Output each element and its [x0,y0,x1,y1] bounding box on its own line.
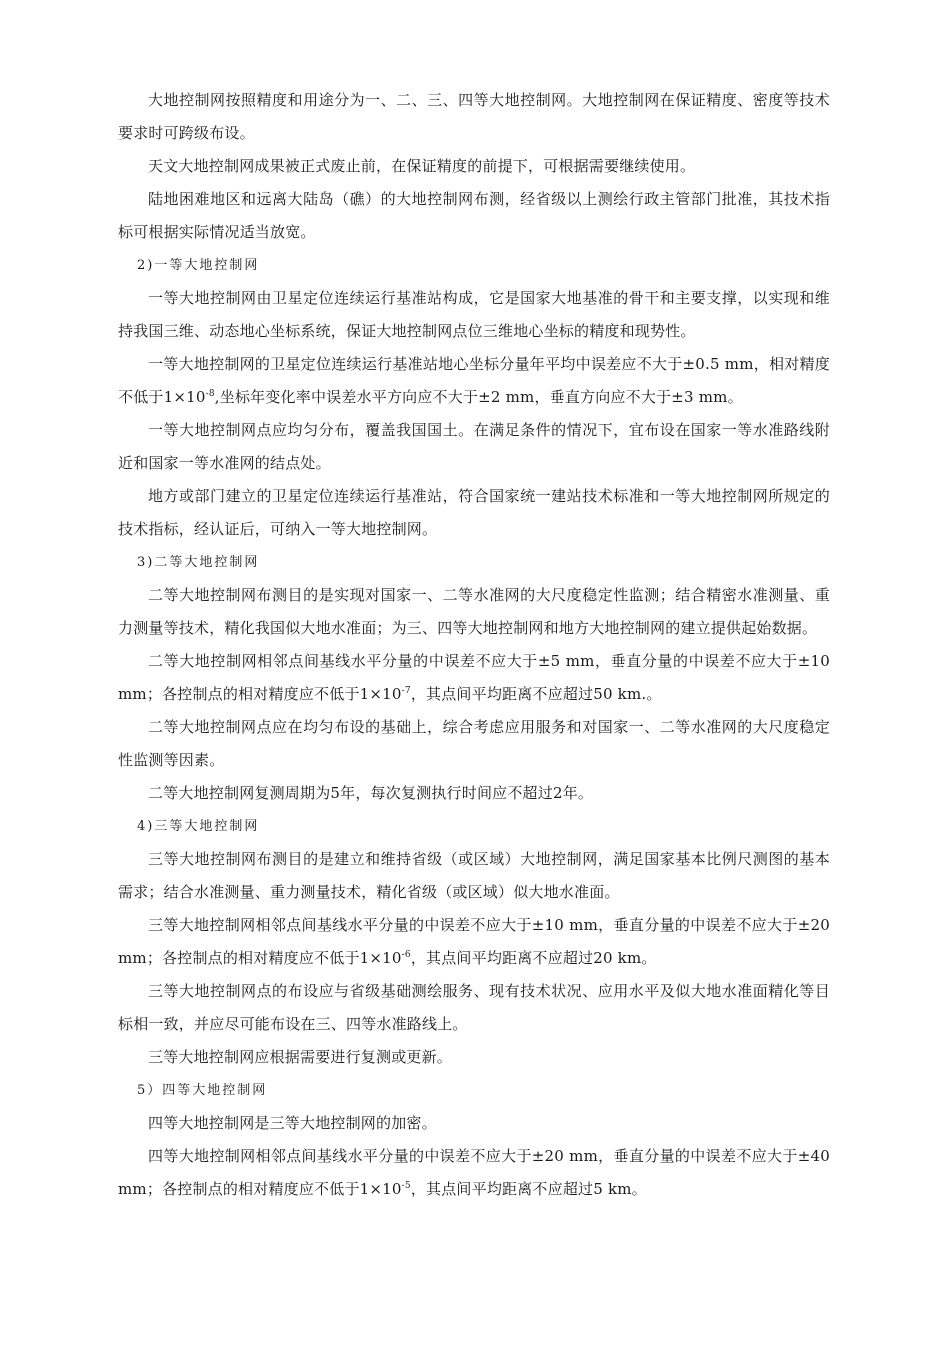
paragraph-third-order-update: 三等大地控制网应根据需要进行复测或更新。 [148,1048,453,1066]
heading-third-order: 4)三等大地控制网 [137,819,260,834]
superscript-exponent: -5 [401,1181,411,1191]
paragraph-second-order-layout: 二等大地控制网点应在均匀布设的基础上，综合考虑应用服务和对国家一、二等水准网的大尺度稳定性监测等因素。 [118,718,830,769]
text-segment: ，其点间平均距离不应超过5 km。 [410,1180,647,1198]
paragraph-second-order-purpose: 二等大地控制网布测目的是实现对国家一、二等水准网的大尺度稳定性监测；结合精密水准测量、重力测量等技术，精化我国似大地水准面；为三、四等大地控制网和地方大地控制网的建立提供起始数据。 [118,586,830,637]
paragraph-control-network-grades: 大地控制网按照精度和用途分为一、二、三、四等大地控制网。大地控制网在保证精度、密度等技术要求时可跨级布设。 [118,91,830,142]
text-segment: 二等大地控制网相邻点间基线水平分量的中误差不应大于±5 mm，垂直分量的中误差不应大于±10 mm；各控制点的相对精度应不低于1×10 [118,652,830,703]
heading-fourth-order: 5）四等大地控制网 [137,1083,268,1098]
text-segment: ，其点间平均距离不应超过20 km。 [410,949,657,967]
paragraph-first-order-distribution: 一等大地控制网点应均匀分布，覆盖我国国土。在满足条件的情况下，宜布设在国家一等水准路线附近和国家一等水准网的结点处。 [118,421,830,472]
paragraph-first-order-composition: 一等大地控制网由卫星定位连续运行基准站构成，它是国家大地基准的骨干和主要支撑，以实现和维持我国三维、动态地心坐标系统，保证大地控制网点位三维地心坐标的精度和现势性。 [118,289,830,340]
heading-first-order: 2)一等大地控制网 [137,258,260,273]
heading-second-order: 3)二等大地控制网 [137,555,260,570]
text-segment: ，其点间平均距离不应超过50 km.。 [410,685,662,703]
paragraph-first-order-local-stations: 地方或部门建立的卫星定位连续运行基准站，符合国家统一建站技术标准和一等大地控制网所规定的技术指标，经认证后，可纳入一等大地控制网。 [118,487,830,538]
superscript-exponent: -8 [205,389,215,399]
paragraph-third-order-accuracy [118,909,830,975]
paragraph-fourth-order-accuracy [118,1140,830,1206]
text-segment: 四等大地控制网相邻点间基线水平分量的中误差不应大于±20 mm，垂直分量的中误差不应大于±40 mm；各控制点的相对精度应不低于1×10 [118,1147,830,1198]
paragraph-fourth-order-densification: 四等大地控制网是三等大地控制网的加密。 [148,1114,437,1132]
text-segment: ,坐标年变化率中误差水平方向应不大于±2 mm，垂直方向应不大于±3 mm。 [214,388,743,406]
text-segment: 一等大地控制网的卫星定位连续运行基准站地心坐标分量年平均中误差应不大于±0.5 mm，相对精度不低于1×10 [118,355,830,406]
document-page [118,84,830,1206]
paragraph-second-order-accuracy [118,645,830,711]
paragraph-difficult-areas: 陆地困难地区和远离大陆岛（礁）的大地控制网布测，经省级以上测绘行政主管部门批准，其技术指标可根据实际情况适当放宽。 [118,190,830,241]
paragraph-astronomic-network: 天文大地控制网成果被正式废止前，在保证精度的前提下，可根据需要继续使用。 [148,157,696,175]
paragraph-first-order-accuracy [118,348,830,414]
paragraph-third-order-layout: 三等大地控制网点的布设应与省级基础测绘服务、现有技术状况、应用水平及似大地水准面精化等目标相一致，并应尽可能布设在三、四等水准路线上。 [118,982,830,1033]
superscript-exponent: -7 [401,686,411,696]
text-segment: 三等大地控制网相邻点间基线水平分量的中误差不应大于±10 mm，垂直分量的中误差不应大于±20 mm；各控制点的相对精度应不低于1×10 [118,916,830,967]
superscript-exponent: -6 [401,950,411,960]
paragraph-third-order-purpose: 三等大地控制网布测目的是建立和维持省级（或区域）大地控制网，满足国家基本比例尺测图的基本需求；结合水准测量、重力测量技术，精化省级（或区域）似大地水准面。 [118,850,830,901]
paragraph-second-order-resurvey: 二等大地控制网复测周期为5年，每次复测执行时间应不超过2年。 [148,784,594,802]
